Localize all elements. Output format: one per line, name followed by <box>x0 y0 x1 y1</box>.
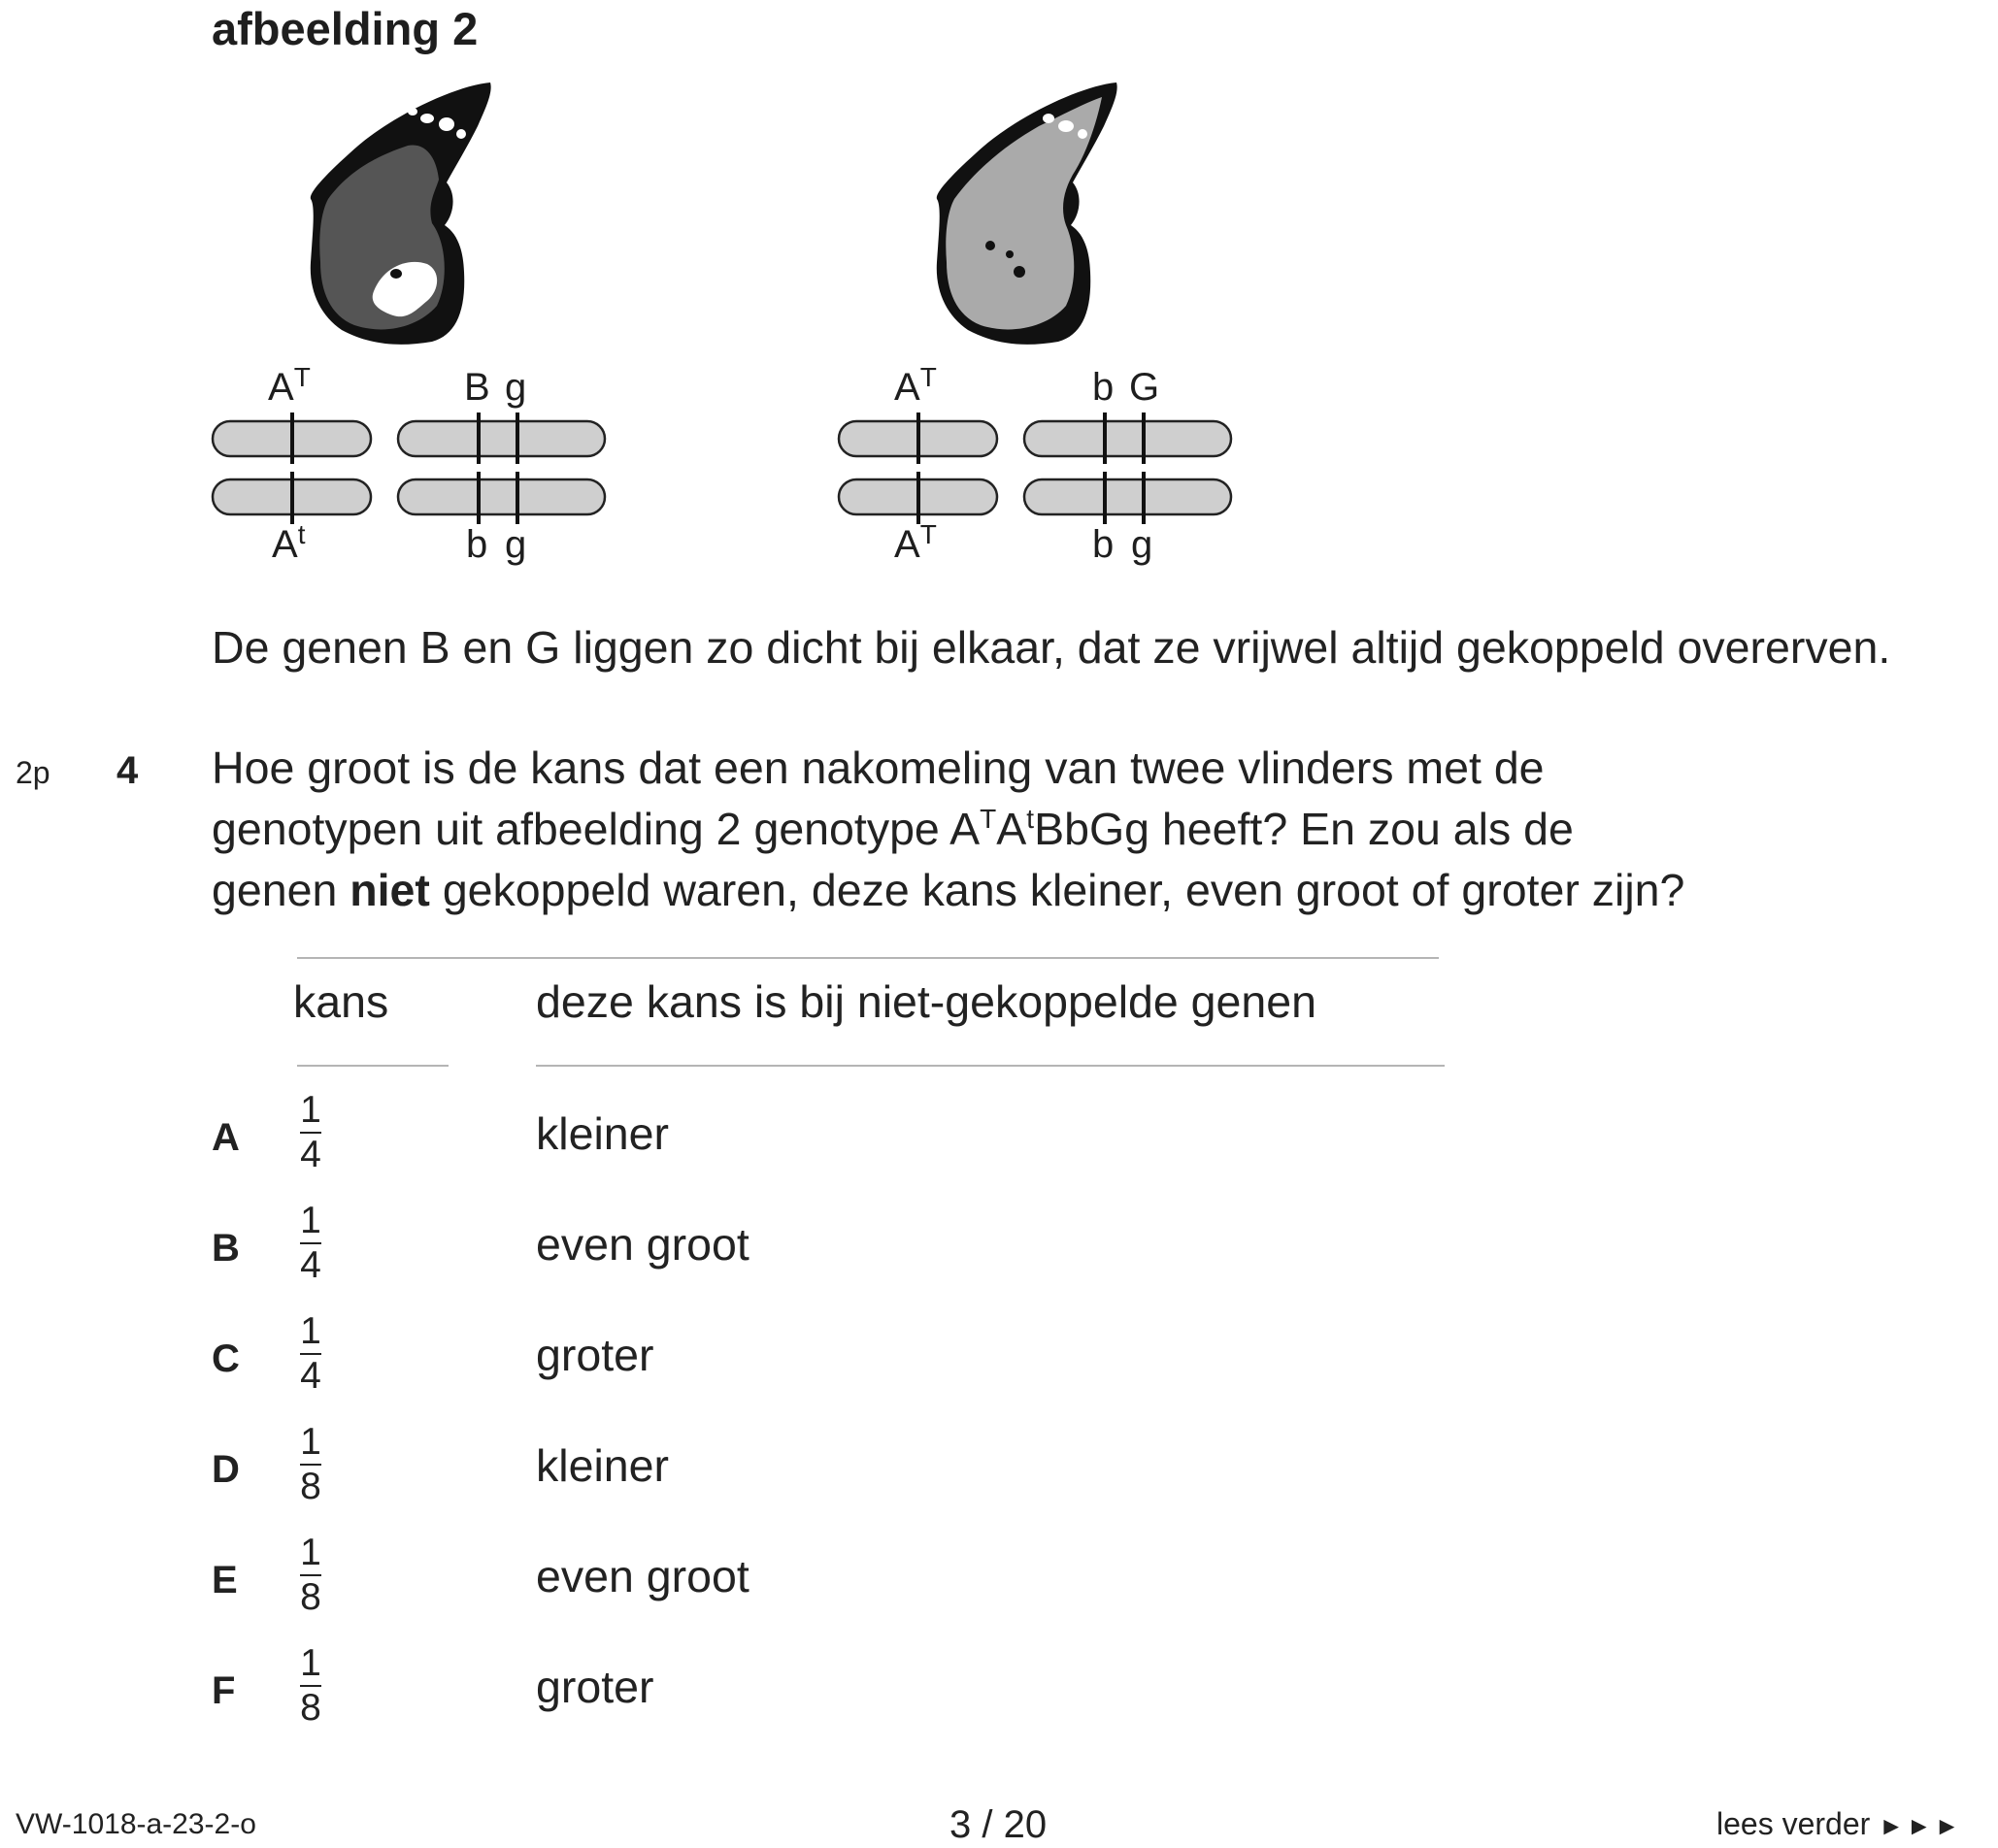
chromosome-pair-right <box>839 421 1231 514</box>
chromosome-pair-left <box>213 421 605 514</box>
allele-label: b <box>1092 523 1115 566</box>
option-fraction: 1 8 <box>300 1532 321 1618</box>
header-rule-comparison <box>536 1065 1445 1067</box>
option-fraction: 1 8 <box>300 1642 321 1729</box>
allele-label: g <box>505 523 527 566</box>
allele-label: $A^T$ <box>894 362 937 409</box>
option-text[interactable]: kleiner <box>536 1440 669 1491</box>
allele-label: b <box>466 523 488 566</box>
column-header-kans: kans <box>293 976 389 1027</box>
allele-label: $A^T$ <box>268 362 311 409</box>
allele-label: G <box>1129 366 1160 409</box>
option-text[interactable]: groter <box>536 1330 654 1380</box>
allele-label: g <box>505 366 527 409</box>
option-letter[interactable]: D <box>212 1448 240 1491</box>
footer-continue <box>1716 1805 1962 1844</box>
table-top-rule <box>297 957 1439 959</box>
question-line: genen niet gekoppeld waren, deze kans kleiner, even groot of groter zijn? <box>212 865 1685 915</box>
continue-label: lees verder <box>1716 1806 1871 1841</box>
option-fraction: 1 4 <box>300 1089 321 1175</box>
option-letter[interactable]: F <box>212 1669 236 1712</box>
option-fraction: 1 8 <box>300 1421 321 1507</box>
intro-paragraph: De genen B en G liggen zo dicht bij elkaar, dat ze vrijwel altijd gekoppeld overerven. <box>212 622 1891 673</box>
allele-label: g <box>1131 523 1153 566</box>
option-fraction: 1 4 <box>300 1310 321 1397</box>
question-line: genotypen uit afbeelding 2 genotype $A^TA^tBbGg$ heeft? En zou als de <box>212 804 1574 854</box>
option-letter[interactable]: B <box>212 1227 240 1270</box>
genotype-figure <box>0 68 1301 573</box>
footer-page-number: 3 / 20 <box>949 1803 1048 1846</box>
emphasis-niet: niet <box>350 865 430 915</box>
header-rule-kans <box>297 1065 449 1067</box>
allele-label: $A^T$ <box>894 519 937 566</box>
option-text[interactable]: kleiner <box>536 1108 669 1159</box>
option-fraction: 1 4 <box>300 1200 321 1286</box>
option-letter[interactable]: E <box>212 1559 238 1601</box>
footer-exam-code: VW-1018-a-23-2-o <box>16 1808 256 1840</box>
butterfly-wing-dark <box>311 82 491 345</box>
question-points: 2p <box>16 755 50 790</box>
option-text[interactable]: even groot <box>536 1551 749 1601</box>
option-text[interactable]: even groot <box>536 1219 749 1270</box>
figure-title: afbeelding 2 <box>212 3 479 54</box>
option-letter[interactable]: A <box>212 1116 240 1159</box>
allele-label: B <box>464 366 490 409</box>
question-line: Hoe groot is de kans dat een nakomeling van twee vlinders met de <box>212 742 1545 793</box>
allele-label: b <box>1092 366 1115 409</box>
option-text[interactable]: groter <box>536 1662 654 1712</box>
question-text <box>212 738 1959 921</box>
option-letter[interactable]: C <box>212 1337 240 1380</box>
butterfly-wing-light <box>937 82 1117 345</box>
column-header-comparison: deze kans is bij niet-gekoppelde genen <box>536 976 1316 1027</box>
allele-label: $A^t$ <box>272 519 306 566</box>
arrow-right-icon: ►►► <box>1879 1811 1963 1840</box>
question-number: 4 <box>117 749 139 792</box>
